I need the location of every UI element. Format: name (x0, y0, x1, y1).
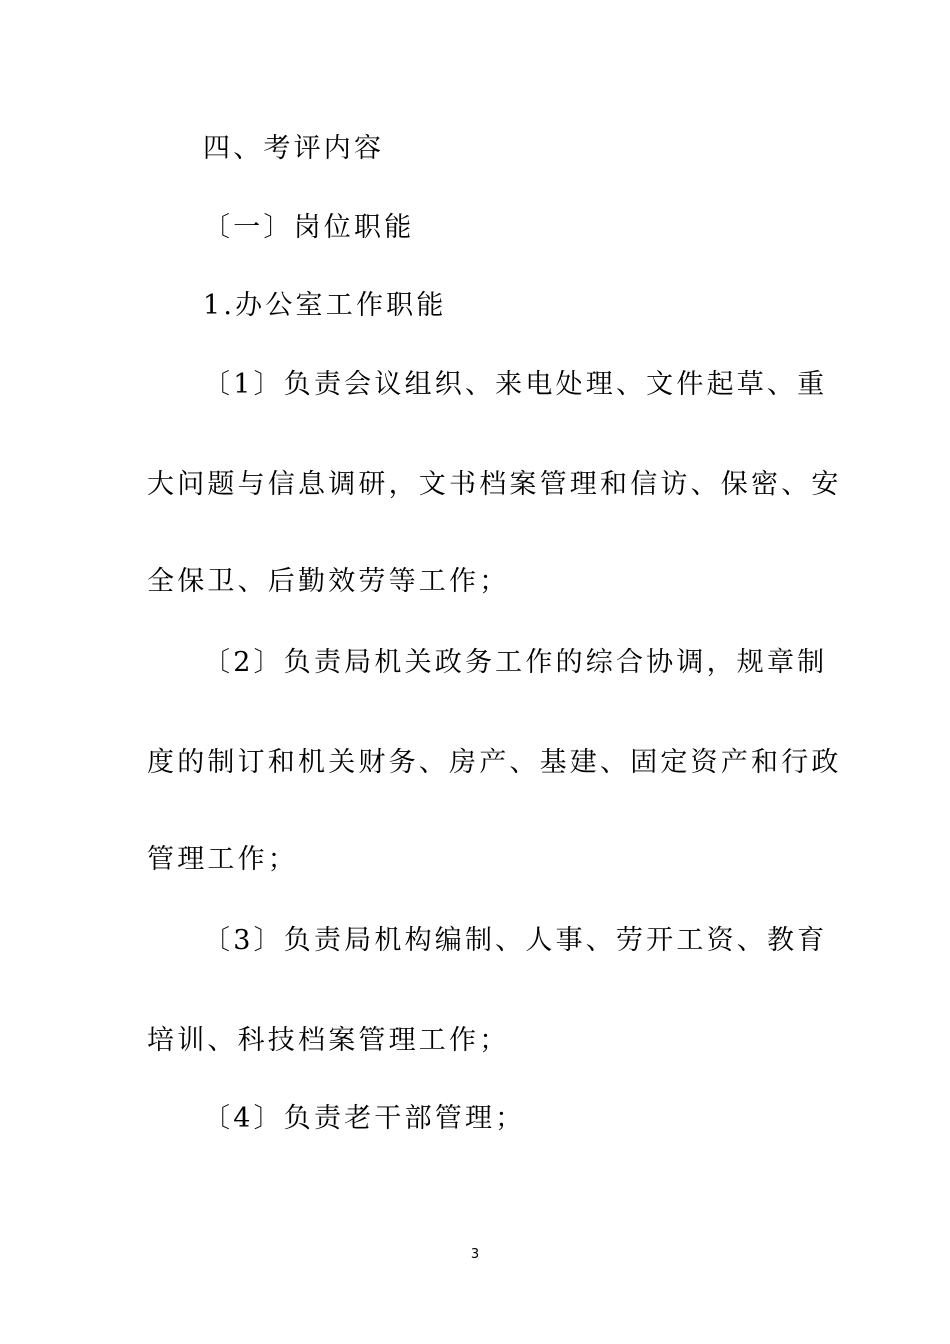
paragraph-line: 〔2〕负责局机关政务工作的综合协调，规章制 (203, 647, 828, 678)
paragraph-line: 度的制订和机关财务、房产、基建、固定资产和行政 (147, 747, 842, 778)
paragraph-line: 〔4〕负责老干部管理； (203, 1103, 526, 1134)
section-title: 1.办公室工作职能 (203, 290, 447, 321)
paragraph-line: 管理工作； (147, 844, 298, 875)
paragraph-line: 培训、科技档案管理工作； (147, 1025, 510, 1056)
page-number: 3 (470, 1247, 480, 1262)
section-heading: 四、考评内容 (203, 133, 385, 164)
paragraph-line: 全保卫、后勤效劳等工作； (147, 566, 510, 597)
subsection-heading: 〔一〕岗位职能 (203, 212, 415, 243)
paragraph-line: 大问题与信息调研，文书档案管理和信访、保密、安 (147, 469, 842, 500)
paragraph-line: 〔3〕负责局机构编制、人事、劳开工资、教育 (203, 925, 828, 956)
paragraph-line: 〔1〕负责会议组织、来电处理、文件起草、重 (203, 369, 828, 400)
